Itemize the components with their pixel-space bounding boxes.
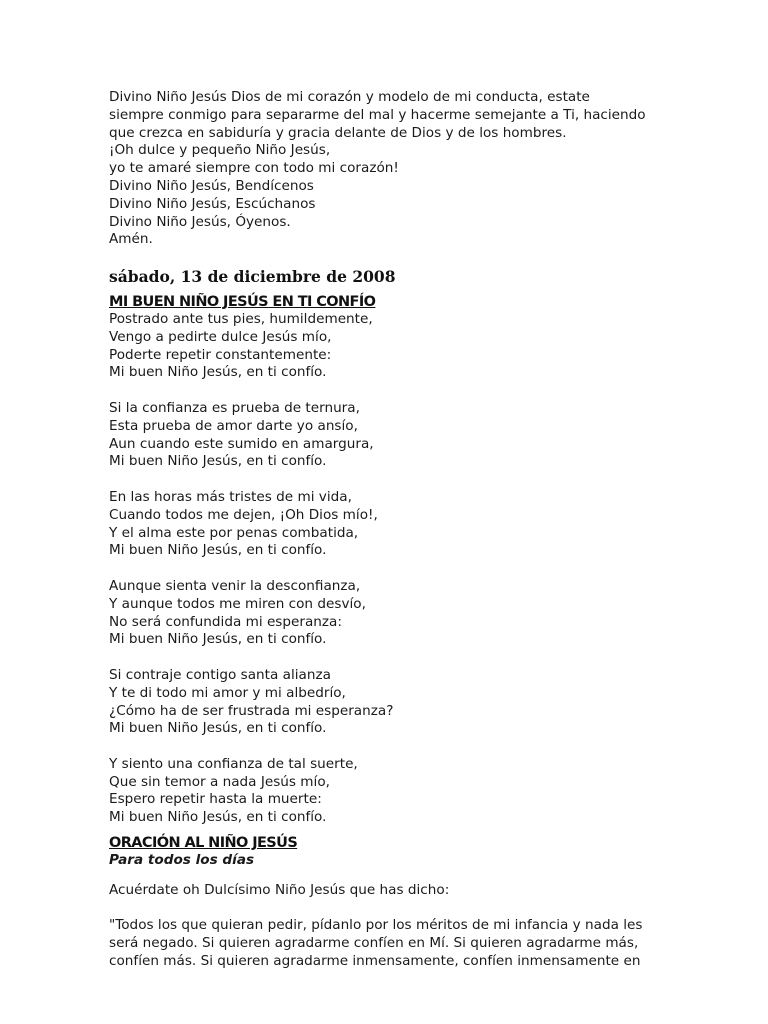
prayer-title: ORACIÓN AL NIÑO JESÚS (109, 835, 298, 852)
poem-line: Aun cuando este sumido en amargura, (109, 435, 374, 452)
poem-line: No será confundida mi esperanza: (109, 613, 342, 630)
poem-line: Si la confianza es prueba de ternura, (109, 399, 360, 416)
poem-stanza (109, 311, 669, 382)
prayer-quote-line: será negado. Si quieren agradarme confíen en Mí. Si quieren agradarme más, (109, 935, 639, 952)
poem-line: Si contraje contigo santa alianza (109, 666, 331, 683)
poem-line: Y aunque todos me miren con desvío, (109, 595, 366, 612)
poem-stanza (109, 578, 669, 649)
poem-line: Mi buen Niño Jesús, en ti confío. (109, 720, 327, 737)
prayer-quote-line: confíen más. Si quieren agradarme inmensamente, confíen inmensamente en (109, 953, 641, 970)
poem-stanza (109, 400, 669, 471)
poem-line: Mi buen Niño Jesús, en ti confío. (109, 453, 327, 470)
poem-line: Mi buen Niño Jesús, en ti confío. (109, 364, 327, 381)
prayer-quote-line: "Todos los que quieran pedir, pídanlo por los méritos de mi infancia y nada les (109, 917, 643, 934)
post-date-heading: sábado, 13 de diciembre de 2008 (109, 266, 396, 286)
poem-stanza (109, 756, 669, 827)
intro-line: Divino Niño Jesús, Óyenos. (109, 213, 291, 230)
poem (109, 311, 669, 827)
intro-line: Divino Niño Jesús, Escúchanos (109, 195, 316, 212)
poem-line: Vengo a pedirte dulce Jesús mío, (109, 328, 332, 345)
poem-line: Y te di todo mi amor y mi albedrío, (109, 684, 346, 701)
prayer-opening-line: Acuérdate oh Dulcísimo Niño Jesús que has dicho: (109, 881, 450, 898)
intro-line: siempre conmigo para separarme del mal y hacerme semejante a Ti, haciendo (109, 106, 646, 123)
post-title: MI BUEN NIÑO JESÚS EN TI CONFÍO (109, 293, 376, 310)
prayer-quote (109, 917, 669, 970)
poem-line: En las horas más tristes de mi vida, (109, 488, 352, 505)
prayer-subtitle: Para todos los días (109, 852, 255, 869)
prayer-opening (109, 882, 669, 900)
intro-prayer (109, 89, 669, 249)
poem-line: Aunque sienta venir la desconfianza, (109, 577, 361, 594)
poem-line: Que sin temor a nada Jesús mío, (109, 773, 330, 790)
poem-line: Mi buen Niño Jesús, en ti confío. (109, 631, 327, 648)
poem-line: Y el alma este por penas combatida, (109, 524, 359, 541)
poem-line: Cuando todos me dejen, ¡Oh Dios mío!, (109, 506, 378, 523)
intro-line: yo te amaré siempre con todo mi corazón! (109, 160, 399, 177)
poem-stanza (109, 489, 669, 560)
poem-line: Mi buen Niño Jesús, en ti confío. (109, 542, 327, 559)
document-page (109, 89, 669, 971)
poem-line: Y siento una confianza de tal suerte, (109, 755, 358, 772)
intro-line: Divino Niño Jesús Dios de mi corazón y modelo de mi conducta, estate (109, 89, 590, 105)
poem-line: Espero repetir hasta la muerte: (109, 791, 322, 808)
intro-line: Divino Niño Jesús, Bendícenos (109, 177, 314, 194)
poem-line: Poderte repetir constantemente: (109, 346, 332, 363)
poem-line: Postrado ante tus pies, humildemente, (109, 310, 373, 327)
poem-line: Esta prueba de amor darte yo ansío, (109, 417, 358, 434)
intro-line: que crezca en sabiduría y gracia delante de Dios y de los hombres. (109, 124, 567, 141)
poem-stanza (109, 667, 669, 738)
intro-line: ¡Oh dulce y pequeño Niño Jesús, (109, 142, 331, 159)
poem-line: ¿Cómo ha de ser frustrada mi esperanza? (109, 702, 394, 719)
intro-line: Amén. (109, 231, 153, 248)
poem-line: Mi buen Niño Jesús, en ti confío. (109, 809, 327, 826)
